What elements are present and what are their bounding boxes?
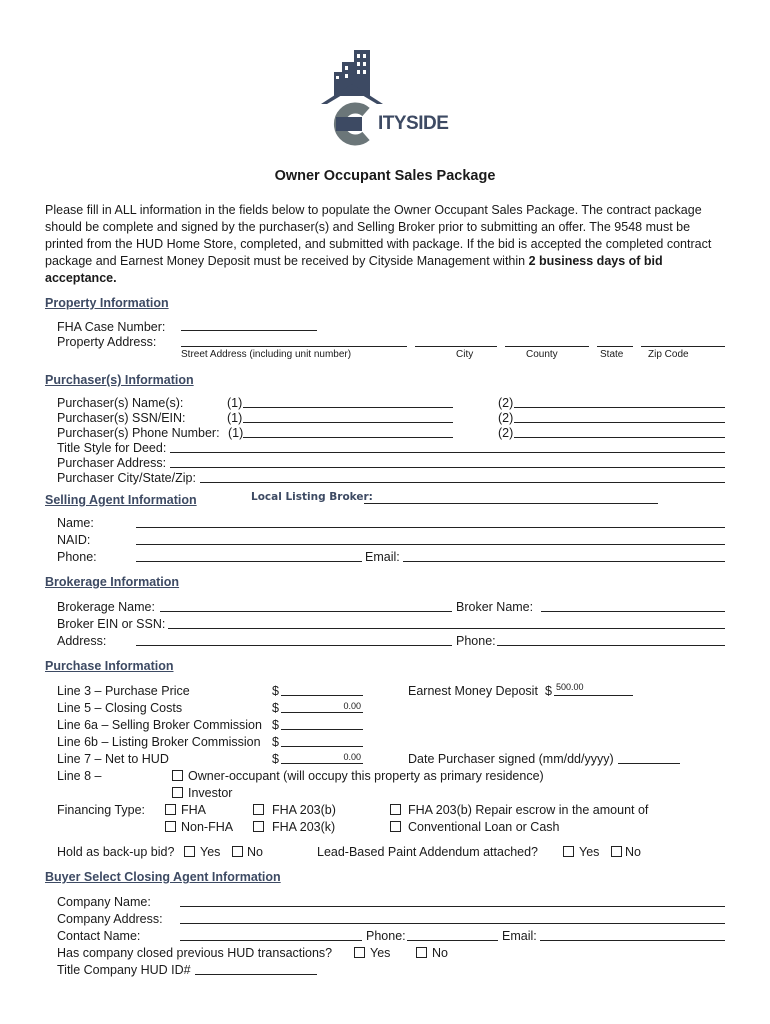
owner-occupant-label: Owner-occupant (will occupy this property as primary residence) [188, 769, 544, 783]
dollar-sign: $ [272, 735, 279, 749]
zip-sublabel: Zip Code [648, 349, 689, 360]
selling-commission-field[interactable] [281, 729, 363, 730]
non-fha-checkbox[interactable] [165, 821, 176, 832]
closing-phone-label: Phone: [366, 929, 406, 943]
intro-line: acceptance. [45, 271, 117, 285]
fha-checkbox[interactable] [165, 804, 176, 815]
intro-text: package and Earnest Money Deposit must be received by Cityside Management within [45, 254, 529, 268]
county-field[interactable] [505, 346, 589, 347]
conventional-label: Conventional Loan or Cash [408, 820, 560, 834]
purchaser-city-label: Purchaser City/State/Zip: [57, 471, 196, 485]
purchaser-ssn-2-field[interactable] [514, 422, 725, 423]
selling-agent-heading: Selling Agent Information [45, 493, 197, 507]
purchaser-name-1-field[interactable] [243, 407, 453, 408]
line8-label: Line 8 – [57, 769, 102, 783]
lead-yes-label: Yes [579, 845, 600, 859]
owner-occupant-checkbox[interactable] [172, 770, 183, 781]
property-address-label: Property Address: [57, 335, 157, 349]
lead-yes-checkbox[interactable] [563, 846, 574, 857]
purchase-price-field[interactable] [281, 695, 363, 696]
backup-bid-label: Hold as back-up bid? [57, 845, 175, 859]
company-address-label: Company Address: [57, 912, 163, 926]
fha-case-field[interactable] [181, 330, 317, 331]
investor-label: Investor [188, 786, 233, 800]
street-field[interactable] [181, 346, 407, 347]
closing-email-label: Email: [502, 929, 537, 943]
index-2: (2) [498, 396, 514, 410]
county-sublabel: County [526, 349, 558, 360]
broker-ein-label: Broker EIN or SSN: [57, 617, 166, 631]
lead-no-label: No [625, 845, 641, 859]
purchaser-city-field[interactable] [200, 482, 725, 483]
intro-line: printed from the HUD Home Store, completed, and submitted with package. If the bid is accepted the completed contract [45, 237, 712, 251]
purchaser-information-heading: Purchaser(s) Information [45, 373, 194, 387]
hud-transactions-label: Has company closed previous HUD transactions? [57, 946, 333, 960]
street-sublabel: Street Address (including unit number) [181, 349, 352, 360]
closing-agent-heading: Buyer Select Closing Agent Information [45, 870, 281, 884]
fha203k-checkbox[interactable] [253, 821, 264, 832]
purchaser-address-field[interactable] [170, 467, 725, 468]
fha203b-repair-checkbox[interactable] [390, 804, 401, 815]
agent-phone-field[interactable] [136, 561, 362, 562]
fha203b-checkbox[interactable] [253, 804, 264, 815]
closing-costs-value: 0.00 [343, 701, 361, 711]
dollar-sign: $ [272, 752, 279, 766]
brokerage-phone-field[interactable] [497, 645, 725, 646]
agent-naid-label: NAID: [57, 533, 91, 547]
broker-ein-field[interactable] [168, 628, 725, 629]
broker-name-field[interactable] [541, 611, 725, 612]
brand-name: ITYSIDE [378, 113, 449, 134]
title-style-label: Title Style for Deed: [57, 441, 167, 455]
purchaser-ssn-label: Purchaser(s) SSN/EIN: [57, 411, 186, 425]
city-sublabel: City [456, 349, 474, 360]
listing-broker-label: Local Listing Broker: [251, 491, 373, 503]
purchase-information-heading: Purchase Information [45, 659, 174, 673]
index-1: (1) [227, 396, 243, 410]
city-field[interactable] [415, 346, 497, 347]
lead-no-checkbox[interactable] [611, 846, 622, 857]
hud-yes-checkbox[interactable] [354, 947, 365, 958]
fha-case-label: FHA Case Number: [57, 320, 166, 334]
investor-checkbox[interactable] [172, 787, 183, 798]
company-address-field[interactable] [180, 923, 725, 924]
brokerage-phone-label: Phone: [456, 634, 496, 648]
cityside-logo [316, 48, 456, 148]
index-2: (2) [498, 426, 514, 440]
hud-id-label: Title Company HUD ID# [57, 963, 191, 977]
fha203b-label: FHA 203(b) [272, 803, 336, 817]
company-name-field[interactable] [180, 906, 725, 907]
purchaser-ssn-1-field[interactable] [243, 422, 453, 423]
intro-bold-text: 2 business days of bid [528, 254, 663, 268]
financing-type-label: Financing Type: [57, 803, 146, 817]
intro-line: Please fill in ALL information in the fields below to populate the Owner Occupant Sales Package. The contract package [45, 203, 702, 217]
zip-field[interactable] [641, 346, 725, 347]
earnest-money-value: 500.00 [556, 682, 584, 692]
brokerage-name-field[interactable] [160, 611, 452, 612]
brokerage-heading: Brokerage Information [45, 575, 180, 589]
backup-yes-label: Yes [200, 845, 221, 859]
broker-name-label: Broker Name: [456, 600, 534, 614]
dollar-sign: $ [272, 701, 279, 715]
intro-paragraph [45, 202, 725, 287]
dollar-sign: $ [545, 684, 552, 698]
page-title: Owner Occupant Sales Package [274, 168, 496, 184]
purchaser-names-label: Purchaser(s) Name(s): [57, 396, 184, 410]
date-signed-field[interactable] [618, 763, 680, 764]
earnest-money-label: Earnest Money Deposit [408, 684, 538, 698]
dollar-sign: $ [272, 718, 279, 732]
hud-yes-label: Yes [370, 946, 391, 960]
purchaser-phone-1-field[interactable] [243, 437, 453, 438]
index-1: (1) [227, 411, 243, 425]
intro-line [45, 253, 725, 270]
property-information-heading: Property Information [45, 296, 169, 310]
intro-line: should be complete and signed by the purchaser(s) and Selling Broker prior to submitting an offer. The 9548 must be [45, 220, 691, 234]
brokerage-name-label: Brokerage Name: [57, 600, 155, 614]
line5-label: Line 5 – Closing Costs [57, 701, 183, 715]
non-fha-label: Non-FHA [181, 820, 234, 834]
company-name-label: Company Name: [57, 895, 151, 909]
title-style-field[interactable] [170, 452, 725, 453]
listing-broker-field[interactable] [364, 503, 658, 504]
net-to-hud-field[interactable] [281, 763, 363, 764]
index-1: (1) [228, 426, 244, 440]
backup-yes-checkbox[interactable] [184, 846, 195, 857]
hud-no-checkbox[interactable] [416, 947, 427, 958]
hud-no-label: No [432, 946, 448, 960]
agent-name-field[interactable] [136, 527, 725, 528]
agent-email-field[interactable] [403, 561, 725, 562]
closing-email-field[interactable] [540, 940, 725, 941]
backup-no-label: No [247, 845, 263, 859]
agent-naid-field[interactable] [136, 544, 725, 545]
line7-label: Line 7 – Net to HUD [57, 752, 169, 766]
state-sublabel: State [600, 349, 624, 360]
line3-label: Line 3 – Purchase Price [57, 684, 190, 698]
fha203k-label: FHA 203(k) [272, 820, 336, 834]
purchaser-address-label: Purchaser Address: [57, 456, 167, 470]
purchaser-name-2-field[interactable] [514, 407, 725, 408]
dollar-sign: $ [272, 684, 279, 698]
line6a-label: Line 6a – Selling Broker Commission [57, 718, 262, 732]
state-field[interactable] [597, 346, 633, 347]
net-to-hud-value: 0.00 [343, 752, 361, 762]
purchaser-phone-2-field[interactable] [514, 437, 725, 438]
purchaser-phone-label: Purchaser(s) Phone Number: [57, 426, 220, 440]
contact-name-label: Contact Name: [57, 929, 141, 943]
listing-commission-field[interactable] [281, 746, 363, 747]
fha203b-repair-label: FHA 203(b) Repair escrow in the amount of [408, 803, 649, 817]
lead-paint-label: Lead-Based Paint Addendum attached? [317, 845, 539, 859]
backup-no-checkbox[interactable] [232, 846, 243, 857]
earnest-money-field[interactable] [554, 695, 633, 696]
closing-phone-field[interactable] [407, 940, 498, 941]
agent-email-label: Email: [365, 550, 400, 564]
agent-name-label: Name: [57, 516, 94, 530]
hud-id-field[interactable] [195, 974, 317, 975]
closing-costs-field[interactable] [281, 712, 363, 713]
line6b-label: Line 6b – Listing Broker Commission [57, 735, 261, 749]
fha-label: FHA [181, 803, 206, 817]
agent-phone-label: Phone: [57, 550, 97, 564]
brokerage-address-label: Address: [57, 634, 107, 648]
conventional-checkbox[interactable] [390, 821, 401, 832]
brokerage-address-field[interactable] [136, 645, 452, 646]
contact-name-field[interactable] [180, 940, 362, 941]
index-2: (2) [498, 411, 514, 425]
date-signed-label: Date Purchaser signed (mm/dd/yyyy) [408, 752, 614, 766]
